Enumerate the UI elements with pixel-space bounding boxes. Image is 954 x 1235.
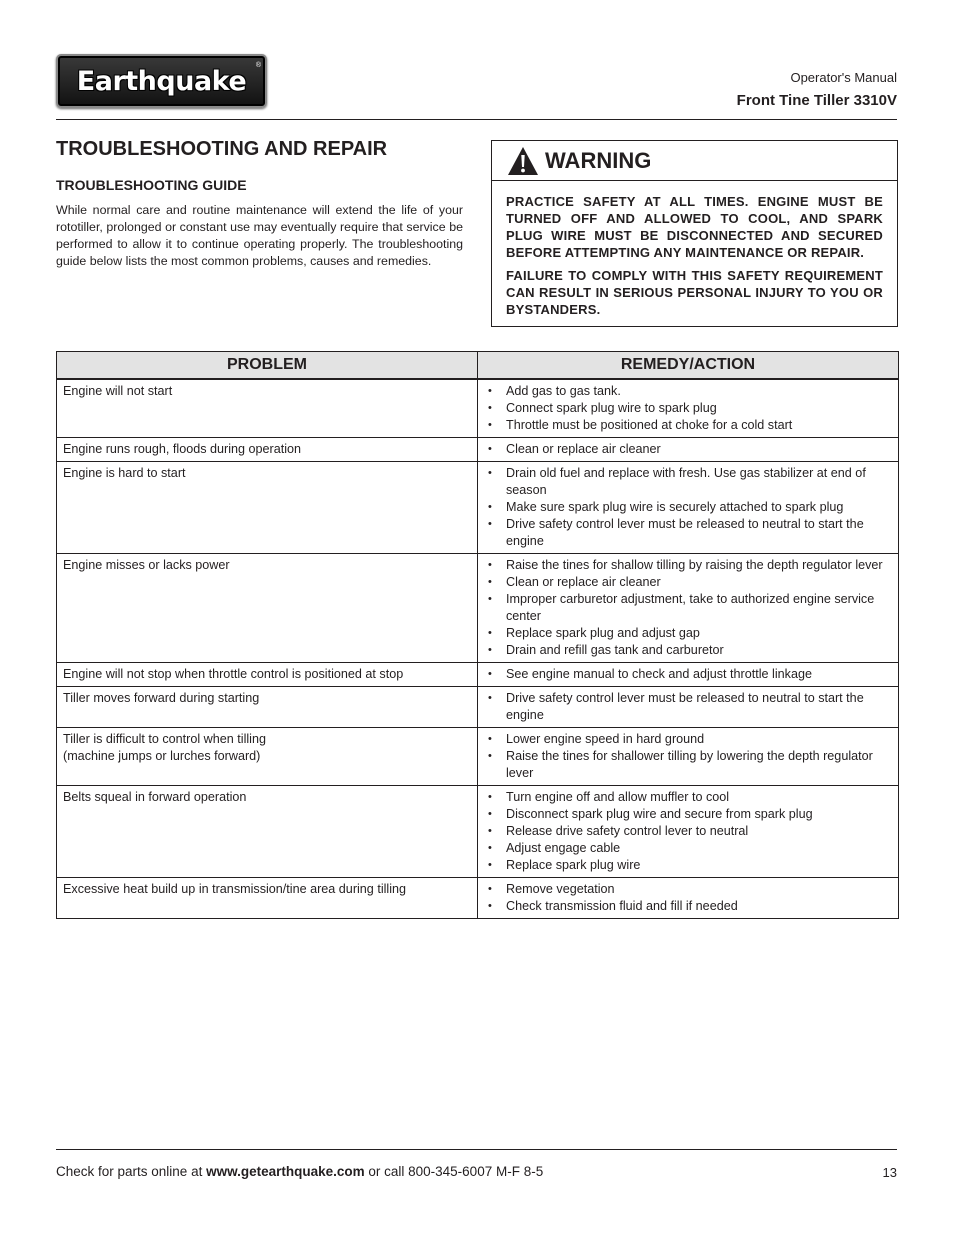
remedy-cell — [478, 437, 899, 461]
table-body — [57, 379, 899, 919]
remedy-item: • Replace spark plug wire — [484, 857, 892, 874]
remedy-item: • Raise the tines for shallower tilling by lowering the depth regulator lever — [484, 748, 892, 782]
remedy-list — [484, 557, 892, 659]
remedy-cell — [478, 662, 899, 686]
warning-triangle-icon — [507, 146, 539, 176]
problem-text: Engine runs rough, floods during operation — [63, 441, 302, 456]
remedy-list — [484, 789, 892, 874]
warning-box — [491, 140, 898, 327]
table-row — [57, 662, 899, 686]
remedy-item: • Disconnect spark plug wire and secure from spark plug — [484, 806, 892, 823]
remedy-item: • Release drive safety control lever to neutral — [484, 823, 892, 840]
problem-text: Excessive heat build up in transmission/tine area during tilling — [63, 881, 407, 896]
remedy-cell — [478, 461, 899, 553]
logo-text: Earthquake — [76, 65, 247, 97]
intro-paragraph: While normal care and routine maintenance will extend the life of your rototiller, prolonged or constant use may eventually require that service be performed to allow it to continue operating properly. The troubleshooting guide below lists the most common problems, causes and remedies. — [56, 203, 463, 268]
remedy-item: • Make sure spark plug wire is securely attached to spark plug — [484, 499, 892, 516]
footer-prefix: Check for parts online at — [56, 1164, 207, 1179]
table-row — [57, 877, 899, 918]
remedy-cell — [478, 686, 899, 727]
remedy-cell — [478, 379, 899, 438]
model-title: Front Tine Tiller 3310V — [736, 92, 897, 109]
footer-text — [56, 1164, 543, 1179]
remedy-item: • Raise the tines for shallow tilling by raising the depth regulator lever — [484, 557, 892, 574]
problem-cell — [57, 662, 478, 686]
remedy-list — [484, 383, 892, 434]
footer-url: www.getearthquake.com — [206, 1164, 365, 1179]
column-header-problem: PROBLEM — [57, 352, 478, 379]
remedy-item: • Clean or replace air cleaner — [484, 441, 892, 458]
warning-title: WARNING — [545, 147, 652, 173]
problem-text: Engine misses or lacks power — [63, 557, 230, 572]
troubleshooting-table — [56, 351, 899, 919]
problem-cell — [57, 727, 478, 785]
footer-suffix: or call 800-345-6007 M-F 8-5 — [364, 1164, 544, 1179]
warning-text-1: PRACTICE SAFETY AT ALL TIMES. ENGINE MUST BE TURNED OFF AND ALLOWED TO COOL, AND SPARK PLUG WIRE MUST BE DISCONNECTED AND SECURED BEFORE ATTEMPTING ANY MAINTENANCE OR REPAIR. — [506, 194, 883, 260]
column-header-remedy: REMEDY/ACTION — [478, 352, 899, 379]
problem-cell — [57, 461, 478, 553]
table-row — [57, 785, 899, 877]
table-header-row — [57, 352, 899, 379]
remedy-cell — [478, 785, 899, 877]
table-row — [57, 553, 899, 662]
remedy-item: • Replace spark plug and adjust gap — [484, 625, 892, 642]
remedy-item: • Adjust engage cable — [484, 840, 892, 857]
problem-text: Tiller moves forward during starting — [63, 690, 260, 705]
remedy-cell — [478, 877, 899, 918]
table-row — [57, 437, 899, 461]
header-divider — [56, 119, 897, 120]
problem-cell — [57, 686, 478, 727]
remedy-list — [484, 690, 892, 724]
earthquake-logo — [56, 54, 267, 108]
table-row — [57, 686, 899, 727]
remedy-item: • Turn engine off and allow muffler to cool — [484, 789, 892, 806]
problem-text: Engine will not stop when throttle control is positioned at stop — [63, 666, 404, 681]
remedy-item: • Lower engine speed in hard ground — [484, 731, 892, 748]
remedy-list — [484, 441, 892, 458]
warning-text-2: FAILURE TO COMPLY WITH THIS SAFETY REQUIREMENT CAN RESULT IN SERIOUS PERSONAL INJURY TO YOU OR BYSTANDERS. — [506, 268, 883, 317]
remedy-item: • Drain and refill gas tank and carburetor — [484, 642, 892, 659]
remedy-item: • Add gas to gas tank. — [484, 383, 892, 400]
table-row — [57, 727, 899, 785]
problem-cell — [57, 379, 478, 438]
problem-cell — [57, 877, 478, 918]
remedy-item: • Drive safety control lever must be released to neutral to start the engine — [484, 516, 892, 550]
logo-registered-mark: ® — [255, 62, 261, 69]
remedy-cell — [478, 553, 899, 662]
problem-text: Belts squeal in forward operation — [63, 789, 247, 804]
remedy-item: • Connect spark plug wire to spark plug — [484, 400, 892, 417]
problem-cell — [57, 785, 478, 877]
remedy-item: • Drive safety control lever must be released to neutral to start the engine — [484, 690, 892, 724]
remedy-list — [484, 881, 892, 915]
problem-text: (machine jumps or lurches forward) — [63, 748, 261, 763]
remedy-item: • Clean or replace air cleaner — [484, 574, 892, 591]
page-number: 13 — [882, 1165, 897, 1180]
problem-text: Engine is hard to start — [63, 465, 186, 480]
remedy-cell — [478, 727, 899, 785]
table-row — [57, 379, 899, 438]
section-title: TROUBLESHOOTING AND REPAIR — [56, 138, 388, 160]
footer-divider — [56, 1149, 897, 1150]
problem-text: Engine will not start — [63, 383, 173, 398]
section-subtitle: TROUBLESHOOTING GUIDE — [56, 177, 247, 193]
table-row — [57, 461, 899, 553]
warning-body — [492, 181, 897, 318]
remedy-item: • Remove vegetation — [484, 881, 892, 898]
remedy-list — [484, 731, 892, 782]
remedy-item: • Check transmission fluid and fill if needed — [484, 898, 892, 915]
problem-cell — [57, 437, 478, 461]
remedy-list — [484, 465, 892, 550]
remedy-item: • See engine manual to check and adjust throttle linkage — [484, 666, 892, 683]
remedy-list — [484, 666, 892, 683]
manual-label: Operator's Manual — [790, 70, 897, 85]
warning-header — [492, 141, 897, 181]
remedy-item: • Throttle must be positioned at choke for a cold start — [484, 417, 892, 434]
remedy-item: • Drain old fuel and replace with fresh. Use gas stabilizer at end of season — [484, 465, 892, 499]
remedy-item: • Improper carburetor adjustment, take to authorized engine service center — [484, 591, 892, 625]
problem-cell — [57, 553, 478, 662]
problem-text: Tiller is difficult to control when tilling — [63, 731, 266, 746]
